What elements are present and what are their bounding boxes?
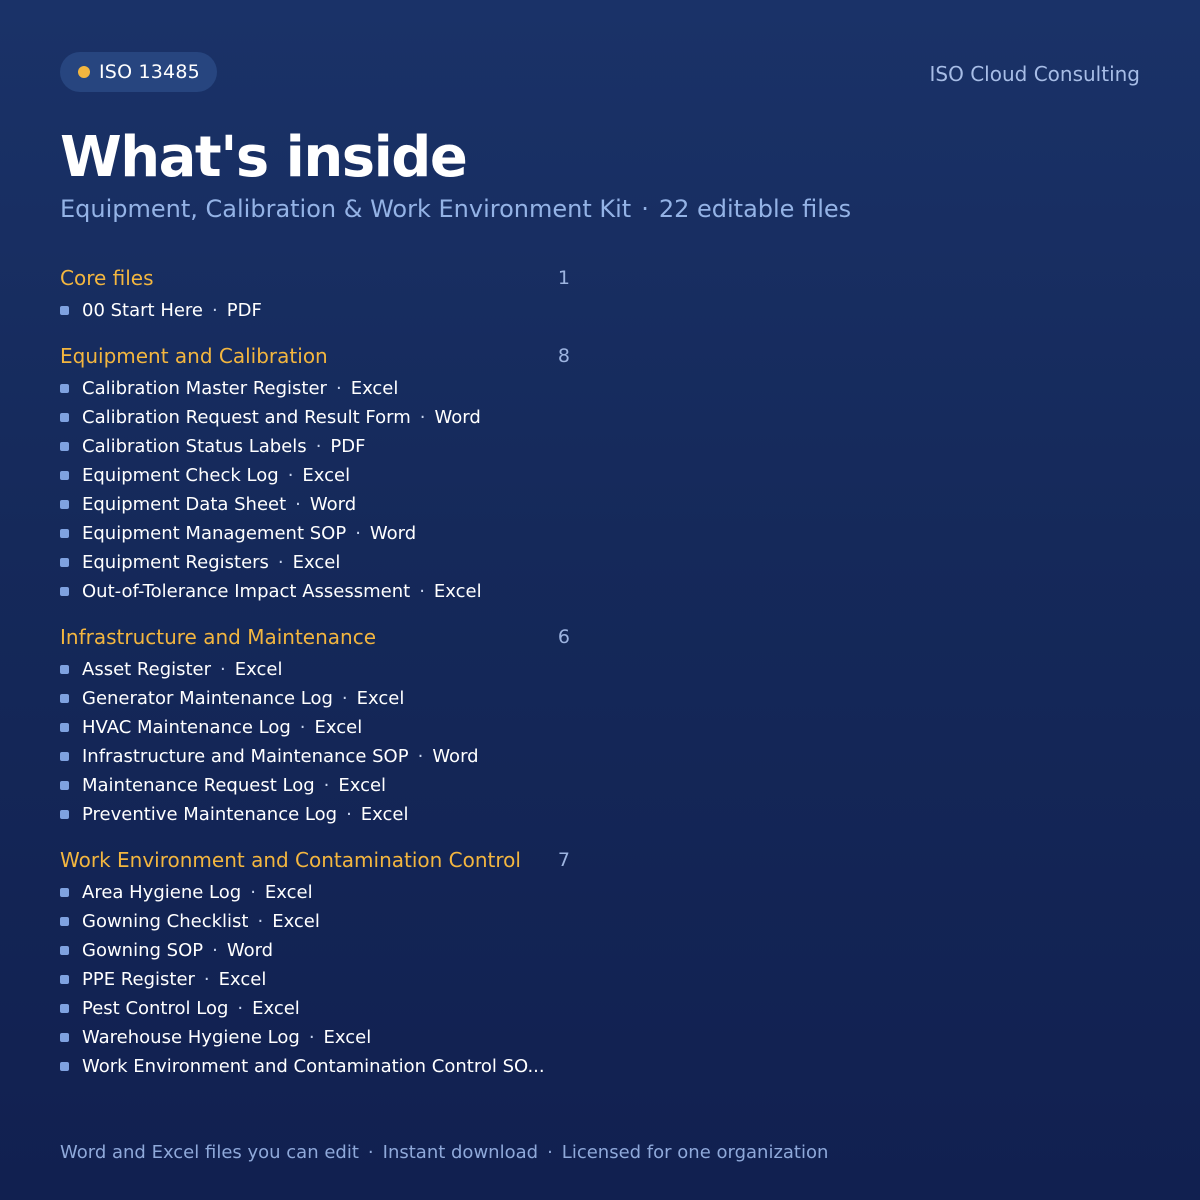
file-name: Equipment Registers xyxy=(82,552,269,573)
file-entry xyxy=(82,300,262,321)
page-subtitle xyxy=(60,195,851,223)
bullet-icon xyxy=(60,694,69,703)
list-item xyxy=(60,403,572,432)
file-type: Excel xyxy=(272,911,320,932)
bullet-icon xyxy=(60,917,69,926)
file-type: Excel xyxy=(302,465,351,486)
bullet-icon xyxy=(60,558,69,567)
file-type: Excel xyxy=(252,998,300,1019)
list-item xyxy=(60,994,572,1023)
footer-item: Instant download xyxy=(382,1142,539,1163)
bullet-icon xyxy=(60,1033,69,1042)
file-entry xyxy=(82,407,481,428)
footer-item: Licensed for one organization xyxy=(561,1142,829,1163)
list-item xyxy=(60,684,572,713)
file-name: Calibration Master Register xyxy=(82,378,327,399)
standard-badge xyxy=(60,52,217,92)
file-name: Out-of-Tolerance Impact Assessment xyxy=(82,581,411,602)
file-type-separator: · xyxy=(419,407,426,428)
file-entry xyxy=(82,882,313,903)
bullet-icon xyxy=(60,306,69,315)
list-item xyxy=(60,878,572,907)
file-type-separator: · xyxy=(419,581,425,602)
file-sections xyxy=(60,263,572,1097)
file-entry xyxy=(82,688,404,709)
list-item xyxy=(60,936,572,965)
bullet-icon xyxy=(60,975,69,984)
file-entry xyxy=(82,746,479,767)
file-name: Calibration Request and Result Form xyxy=(82,407,411,428)
bullet-icon xyxy=(60,442,69,451)
file-type: Excel xyxy=(433,581,482,602)
list-item xyxy=(60,800,572,829)
list-item xyxy=(60,742,572,771)
bullet-icon xyxy=(60,471,69,480)
bullet-icon xyxy=(60,1062,69,1071)
file-type-separator: · xyxy=(212,300,218,321)
file-type: PDF xyxy=(226,300,262,321)
file-list xyxy=(60,878,572,1081)
file-name: Work Environment and Contamination Control SO... xyxy=(82,1056,545,1077)
list-item xyxy=(60,965,572,994)
file-entry xyxy=(82,465,350,486)
file-list xyxy=(60,374,572,606)
list-item xyxy=(60,432,572,461)
list-item xyxy=(60,655,572,684)
section-count: 1 xyxy=(557,267,570,289)
bullet-icon xyxy=(60,810,69,819)
file-type-separator: · xyxy=(355,523,361,544)
section-title: Core files xyxy=(60,266,154,290)
file-type-separator: · xyxy=(323,775,330,796)
list-item xyxy=(60,1052,572,1081)
kit-name: Equipment, Calibration & Work Environment Kit xyxy=(60,195,632,223)
file-name: Pest Control Log xyxy=(82,998,229,1019)
file-type-separator: · xyxy=(287,465,294,486)
status-dot-icon xyxy=(78,66,90,78)
file-type: Excel xyxy=(323,1027,372,1048)
file-type: Word xyxy=(309,494,357,515)
file-entry xyxy=(82,378,398,399)
footer xyxy=(60,1142,828,1163)
file-type: Excel xyxy=(338,775,387,796)
footer-separator: · xyxy=(547,1142,553,1163)
file-name: Gowning Checklist xyxy=(82,911,249,932)
list-item xyxy=(60,907,572,936)
file-name: Equipment Data Sheet xyxy=(82,494,287,515)
file-name: Maintenance Request Log xyxy=(82,775,315,796)
bullet-icon xyxy=(60,384,69,393)
file-name: PPE Register xyxy=(82,969,195,990)
file-entry xyxy=(82,523,416,544)
bullet-icon xyxy=(60,587,69,596)
section-count: 6 xyxy=(557,626,570,648)
list-item xyxy=(60,296,572,325)
file-name: Asset Register xyxy=(82,659,212,680)
file-type: Excel xyxy=(356,688,405,709)
file-type-separator: · xyxy=(295,494,301,515)
file-entry xyxy=(82,969,266,990)
file-entry xyxy=(82,804,408,825)
list-item xyxy=(60,713,572,742)
section-count: 8 xyxy=(557,345,570,367)
file-type: PDF xyxy=(330,436,366,457)
file-type: Excel xyxy=(350,378,399,399)
file-type: Word xyxy=(434,407,481,428)
file-count: 22 editable files xyxy=(658,195,852,223)
file-type-separator: · xyxy=(250,882,256,903)
file-entry xyxy=(82,552,340,573)
file-name: Warehouse Hygiene Log xyxy=(82,1027,300,1048)
bullet-icon xyxy=(60,888,69,897)
file-type-separator: · xyxy=(203,969,210,990)
file-name: HVAC Maintenance Log xyxy=(82,717,291,738)
section-count: 7 xyxy=(557,849,570,871)
file-type-separator: · xyxy=(277,552,284,573)
list-item xyxy=(60,461,572,490)
bullet-icon xyxy=(60,752,69,761)
subtitle-separator: · xyxy=(641,195,649,223)
section-header xyxy=(60,845,572,875)
file-type: Word xyxy=(226,940,274,961)
file-name: 00 Start Here xyxy=(82,300,204,321)
file-type: Excel xyxy=(218,969,267,990)
file-entry xyxy=(82,998,300,1019)
file-type-separator: · xyxy=(220,659,226,680)
file-section xyxy=(60,263,572,325)
file-entry xyxy=(82,581,482,602)
file-name: Equipment Management SOP xyxy=(82,523,347,544)
file-type-separator: · xyxy=(315,436,322,457)
file-name: Calibration Status Labels xyxy=(82,436,307,457)
badge-label: ISO 13485 xyxy=(99,61,200,83)
file-type-separator: · xyxy=(308,1027,315,1048)
page-title: What's inside xyxy=(60,125,467,190)
list-item xyxy=(60,519,572,548)
bullet-icon xyxy=(60,946,69,955)
file-name: Equipment Check Log xyxy=(82,465,279,486)
file-name: Infrastructure and Maintenance SOP xyxy=(82,746,409,767)
bullet-icon xyxy=(60,781,69,790)
list-item xyxy=(60,577,572,606)
file-type: Excel xyxy=(234,659,283,680)
file-entry xyxy=(82,940,273,961)
section-header xyxy=(60,341,572,371)
section-header xyxy=(60,263,572,293)
bullet-icon xyxy=(60,1004,69,1013)
file-type: Word xyxy=(432,746,479,767)
file-type-separator: · xyxy=(341,688,348,709)
file-section xyxy=(60,622,572,829)
bullet-icon xyxy=(60,413,69,422)
file-type: Excel xyxy=(292,552,341,573)
file-name: Preventive Maintenance Log xyxy=(82,804,338,825)
file-type-separator: · xyxy=(257,911,264,932)
list-item xyxy=(60,490,572,519)
file-list xyxy=(60,296,572,325)
file-name: Area Hygiene Log xyxy=(82,882,242,903)
file-type-separator: · xyxy=(346,804,352,825)
file-section xyxy=(60,341,572,606)
file-type-separator: · xyxy=(417,746,424,767)
file-type: Excel xyxy=(314,717,363,738)
file-type: Word xyxy=(369,523,417,544)
bullet-icon xyxy=(60,665,69,674)
file-type-separator: · xyxy=(212,940,218,961)
file-entry xyxy=(82,494,356,515)
file-type-separator: · xyxy=(237,998,244,1019)
list-item xyxy=(60,548,572,577)
list-item xyxy=(60,374,572,403)
file-name: Generator Maintenance Log xyxy=(82,688,333,709)
list-item xyxy=(60,1023,572,1052)
file-entry xyxy=(82,775,386,796)
file-entry xyxy=(82,717,362,738)
section-title: Equipment and Calibration xyxy=(60,344,328,368)
file-entry xyxy=(82,1027,371,1048)
section-title: Work Environment and Contamination Control xyxy=(60,848,521,872)
section-title: Infrastructure and Maintenance xyxy=(60,625,376,649)
file-type-separator: · xyxy=(299,717,306,738)
file-name: Gowning SOP xyxy=(82,940,204,961)
footer-item: Word and Excel files you can edit xyxy=(60,1142,359,1163)
file-entry xyxy=(82,911,320,932)
file-entry xyxy=(82,659,282,680)
bullet-icon xyxy=(60,529,69,538)
bullet-icon xyxy=(60,723,69,732)
file-type: Excel xyxy=(360,804,409,825)
file-type: Excel xyxy=(264,882,313,903)
file-list xyxy=(60,655,572,829)
footer-separator: · xyxy=(367,1142,374,1163)
file-entry xyxy=(82,436,366,457)
file-entry xyxy=(82,1056,545,1077)
bullet-icon xyxy=(60,500,69,509)
file-type-separator: · xyxy=(335,378,342,399)
file-section xyxy=(60,845,572,1081)
list-item xyxy=(60,771,572,800)
brand-name: ISO Cloud Consulting xyxy=(929,62,1140,86)
section-header xyxy=(60,622,572,652)
